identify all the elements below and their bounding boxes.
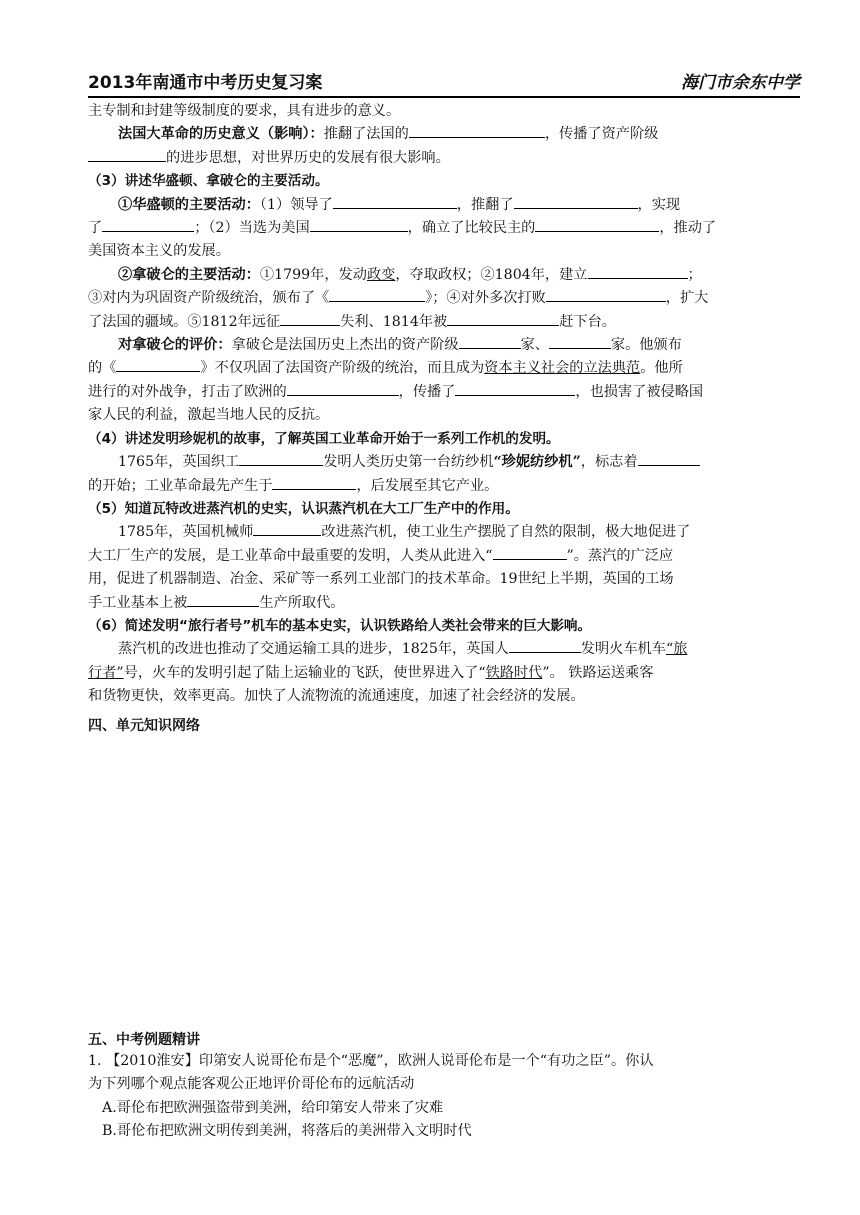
text-line: 大工厂生产的发展，是工业革命中最重要的发明，人类从此进入“ ”。蒸汽的广泛应	[88, 545, 800, 568]
text-line: 主专制和封建等级制度的要求，具有进步的意义。	[88, 103, 401, 119]
text-line: 美国资本主义的发展。	[88, 243, 230, 260]
fill-blank[interactable]	[329, 287, 425, 302]
fill-blank[interactable]	[638, 451, 700, 466]
subsection-heading: （3）讲述华盛顿、拿破仑的主要活动。	[88, 173, 329, 190]
question-block	[88, 1050, 800, 1144]
subsection-heading: （5）知道瓦特改进蒸汽机的史实，认识蒸汽机在大工厂生产中的作用。	[88, 500, 519, 517]
text-line: ①华盛顿的主要活动：（1）领导了 ，推翻了 ，实现	[88, 194, 800, 217]
question-text: 1. 【2010淮安】印第安人说哥伦布是个“恶魔”，欧洲人说哥伦布是一个“有功之臣”。你认	[88, 1053, 654, 1069]
section-heading-examples: 五、中考例题精讲	[88, 1032, 200, 1048]
text-line: 1785年，英国机械师 改进蒸汽机，使工业生产摆脱了自然的限制，极大地促进了	[88, 521, 800, 544]
fill-blank[interactable]	[588, 264, 688, 279]
page-header	[88, 66, 800, 98]
question-text: 为下列哪个观点能客观公正地评价哥伦布的远航活动	[88, 1076, 415, 1093]
fill-blank[interactable]	[493, 545, 567, 560]
text-line: 了 ；（2）当选为美国 ，确立了比较民主的 ，推动了	[88, 217, 800, 240]
text-line: 的开始；工业革命最先产生于 ，后发展至其它产业。	[88, 475, 800, 498]
fill-blank[interactable]	[447, 311, 559, 326]
subsection-heading: （6）简述发明“旅行者号”机车的基本史实，认识铁路给人类社会带来的巨大影响。	[88, 617, 592, 634]
fill-blank[interactable]	[287, 381, 399, 396]
fill-blank[interactable]	[459, 334, 521, 349]
fill-blank[interactable]	[102, 217, 194, 232]
fill-blank[interactable]	[409, 123, 545, 138]
text-line: 用，促进了机器制造、冶金、采矿等一系列工业部门的技术革命。19世纪上半期，英国的工场	[88, 571, 674, 588]
fill-blank[interactable]	[272, 475, 356, 490]
option-b[interactable]: B.哥伦布把欧洲文明传到美洲，将落后的美洲带入文明时代	[102, 1123, 472, 1140]
fill-blank[interactable]	[116, 357, 200, 372]
fill-blank[interactable]	[549, 334, 611, 349]
document-body	[88, 100, 800, 709]
fill-blank[interactable]	[535, 217, 659, 232]
text-line: ②拿破仑的主要活动：①1799年，发动政变，夺取政权；②1804年，建立 ；	[88, 264, 800, 287]
fill-blank[interactable]	[187, 592, 259, 607]
header-title: 2013年南通市中考历史复习案	[88, 73, 323, 93]
fill-blank[interactable]	[333, 194, 457, 209]
fill-blank[interactable]	[509, 638, 581, 653]
fill-blank[interactable]	[253, 521, 321, 536]
header-school: 海门市余东中学	[681, 73, 800, 93]
fill-blank[interactable]	[239, 451, 323, 466]
text-line: ③对内为巩固资产阶级统治，颁布了《 》；④对外多次打败 ，扩大	[88, 287, 800, 310]
fill-blank[interactable]	[88, 147, 166, 162]
fill-blank[interactable]	[546, 287, 666, 302]
option-a[interactable]: A.哥伦布把欧洲强盗带到美洲，给印第安人带来了灾难	[102, 1099, 444, 1116]
text-line: 蒸汽机的改进也推动了交通运输工具的进步，1825年，英国人 发明火车机车“旅	[88, 638, 800, 661]
fill-blank[interactable]	[514, 194, 638, 209]
text-line: 的进步思想，对世界历史的发展有很大影响。	[88, 147, 800, 170]
fill-blank[interactable]	[455, 381, 575, 396]
text-line: 对拿破仑的评价：拿破仑是法国历史上杰出的资产阶级 家、 家。他颁布	[88, 334, 800, 357]
text-line: 和货物更快，效率更高。加快了人流物流的流通速度，加速了社会经济的发展。	[88, 688, 585, 705]
subsection-heading: （4）讲述发明珍妮机的故事，了解英国工业革命开始于一系列工作机的发明。	[88, 430, 560, 447]
text-line: 家人民的利益，激起当地人民的反抗。	[88, 407, 330, 424]
text-line: 法国大革命的历史意义（影响）：推翻了法国的 ，传播了资产阶级	[88, 123, 800, 146]
text-line: 手工业基本上被 生产所取代。	[88, 592, 800, 615]
fill-blank[interactable]	[310, 217, 408, 232]
text-line: 进行的对外战争，打击了欧洲的 ，传播了 ，也损害了被侵略国	[88, 381, 800, 404]
text-line: 的《 》不仅巩固了法国资产阶级的统治，而且成为资本主义社会的立法典范。他所	[88, 357, 800, 380]
text-line: 了法国的疆域。⑤1812年远征 失利、1814年被 赶下台。	[88, 311, 800, 334]
section-heading-network: 四、单元知识网络	[88, 718, 200, 734]
text-line: 行者”号，火车的发明引起了陆上运输业的飞跃，使世界进入了“铁路时代”。 铁路运送乘客	[88, 664, 654, 681]
text-line: 1765年，英国织工 发明人类历史第一台纺纱机“珍妮纺纱机”，标志着	[88, 451, 800, 474]
fill-blank[interactable]	[280, 311, 340, 326]
